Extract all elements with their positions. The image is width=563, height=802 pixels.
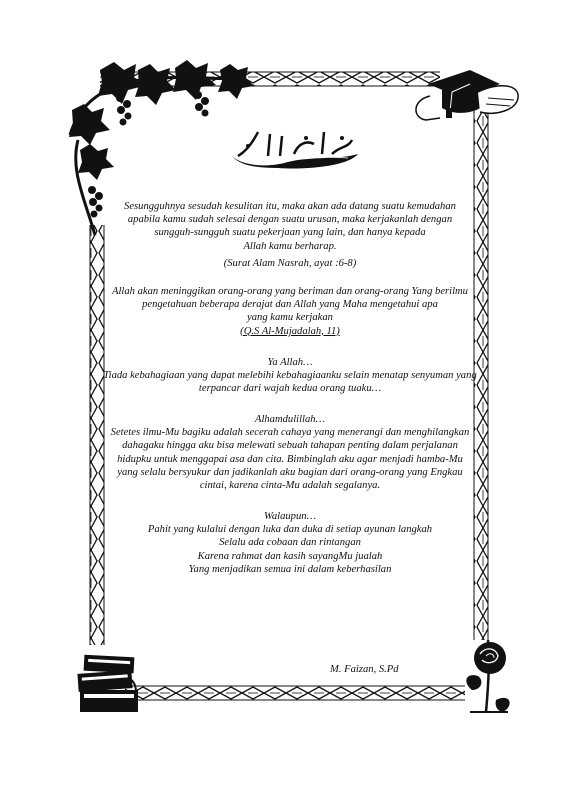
quote-al-mujadalah xyxy=(100,285,480,338)
section-line: Pahit yang kulalui dengan luka dan duka di setiap ayunan langkah xyxy=(147,524,433,536)
quote-line: apabila kamu sudah selesai dengan suatu urusan, maka kerjakanlah dengan xyxy=(127,214,453,226)
book-stack-icon xyxy=(77,655,138,712)
rose-icon xyxy=(466,640,509,712)
section-line: dahagaku hingga aku bisa melewati sebuah tahapan penting dalam perjalanan xyxy=(122,440,458,452)
quote-line: sungguh-sungguh suatu pekerjaan yang lain, dan hanya kepada xyxy=(154,227,426,239)
section-alhamdulillah xyxy=(100,413,480,492)
section-heading: Alhamdulillah… xyxy=(254,414,326,425)
quote-line: Sesungguhnya sesudah kesulitan itu, maka akan ada datang suatu kemudahan xyxy=(124,201,456,212)
signature: M. Faizan, S.Pd xyxy=(330,664,399,675)
section-line: Setetes ilmu-Mu bagiku adalah secerah cahaya yang menerangi dan menghilangkan xyxy=(110,427,470,439)
section-ya-allah xyxy=(100,356,480,396)
bismillah-calligraphy xyxy=(228,126,362,170)
quote-line: yang kamu kerjakan xyxy=(247,312,333,324)
section-line: yang selalu bersyukur dan jadikanlah aku bagian dari orang-orang yang Engkau xyxy=(117,466,463,478)
quote-surat-alam-nasrah xyxy=(100,200,480,270)
quote-line: Allah kamu berharap. xyxy=(243,240,337,252)
section-heading: Ya Allah… xyxy=(267,357,313,368)
section-walaupun xyxy=(100,510,480,576)
section-line: hidupku untuk menggapai asa dan cita. Bimbinglah aku agar menjadi hamba-Mu xyxy=(117,453,463,465)
section-line: Yang menjadikan semua ini dalam keberhasilan xyxy=(188,563,392,575)
section-line: cintai, karena cinta-Mu adalah segalanya. xyxy=(199,480,381,492)
quote-source: (Surat Alam Nasrah, ayat :6-8) xyxy=(223,257,357,269)
quote-line: pengetahuan beberapa derajat dan Allah yang Maha mengetahui apa xyxy=(142,299,438,311)
section-line: terpancar dari wajah kedua orang tuaku… xyxy=(198,383,382,395)
section-heading: Walaupun… xyxy=(264,511,316,522)
border-bottom xyxy=(125,686,465,700)
quote-line: Allah akan meninggikan orang-orang yang beriman dan orang-orang Yang berilmu xyxy=(112,286,468,297)
section-line: Selalu ada cobaan dan rintangan xyxy=(219,537,361,549)
quote-source: (Q.S Al-Mujadalah, 11) xyxy=(240,325,340,337)
section-line: Tiada kebahagiaan yang dapat melebihi kebahagiaanku selain menatap senyuman yang xyxy=(103,370,477,382)
section-line: Karena rahmat dan kasih sayangMu jualah xyxy=(197,550,383,562)
